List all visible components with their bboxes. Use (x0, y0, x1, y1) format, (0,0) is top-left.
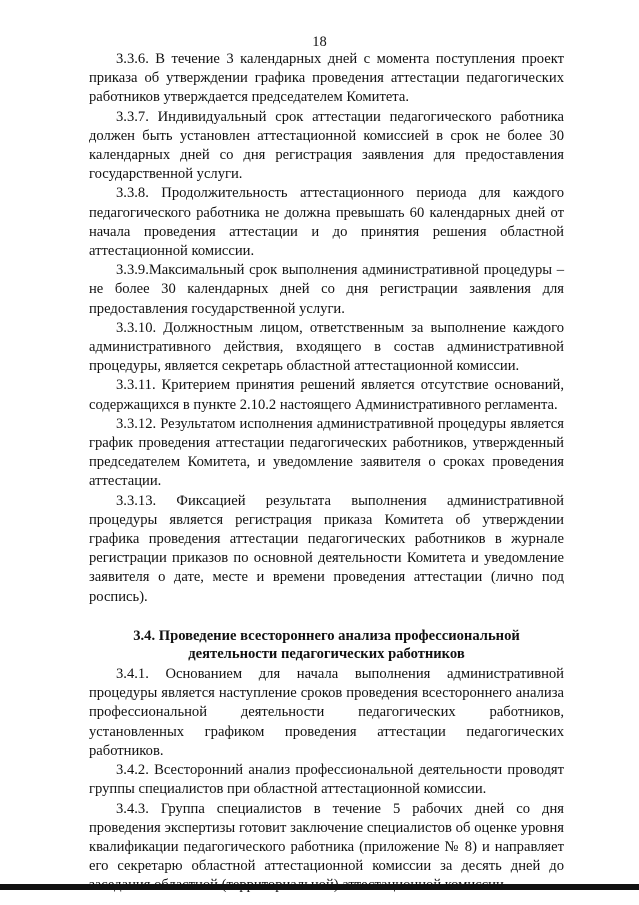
scan-bottom-edge (0, 884, 639, 890)
paragraph-3-3-6: 3.3.6. В течение 3 календарных дней с момента поступления проект приказа об утверждении графика проведения аттестации педагогических работников утверждается председателем Комитета. (89, 51, 564, 106)
paragraph-3-3-10: 3.3.10. Должностным лицом, ответственным за выполнение каждого административного действия, входящего в состав административной процедуры, является секретарь областной аттестационной комиссии. (89, 319, 564, 375)
document-body (89, 50, 564, 896)
paragraph-3-3-7: 3.3.7. Индивидуальный срок аттестации педагогического работника должен быть установлен аттестационной комиссией в срок не более 30 календарных дней со дня регистрация заявления для предоставления государственной услуги. (89, 108, 564, 183)
paragraph-3-3-9: 3.3.9.Максимальный срок выполнения административной процедуры – не более 30 календарных дней со дня регистрации заявления для предоставления государственной услуги. (89, 262, 564, 317)
page-number: 18 (312, 34, 327, 50)
paragraph-3-3-12: 3.3.12. Результатом исполнения административной процедуры является график проведения аттестации педагогических работников, утвержденный председателем Комитета, и уведомление заявителя о сроках проведения аттестации. (89, 415, 564, 490)
section-heading-3-4: 3.4. Проведение всестороннего анализа профессиональной деятельности педагогических работников (133, 627, 520, 663)
paragraph-3-4-1: 3.4.1. Основанием для начала выполнения административной процедуры является наступление сроков проведения всестороннего анализа профессиональной деятельности педагогических работников, установленных графиком проведения аттестации педагогических работников. (89, 666, 564, 759)
paragraph-3-4-3: 3.4.3. Группа специалистов в течение 5 рабочих дней со дня проведения экспертизы готовит заключение специалистов об оценке уровня квалификации педагогического работника (приложение № 8) и направляет его секретарю областной аттестационной комиссии за десять дней до (89, 800, 564, 875)
paragraph-3-4-2: 3.4.2. Всесторонний анализ профессиональной деятельности проводят группы специалистов при областной аттестационной комиссии. (89, 762, 564, 798)
paragraph-3-3-8: 3.3.8. Продолжительность аттестационного периода для каждого педагогического работника не должна превышать 60 календарных дней от начала проведения аттестации и до принятия решения областной аттестационной комиссии. (89, 185, 564, 260)
paragraph-3-3-13: 3.3.13. Фиксацией результата выполнения административной процедуры является регистрация приказа Комитета об утверждении графика проведения аттестации педагогических работников в журнале регистрации приказов по основной деятельности Комитета и уведомление заявителя о дате, месте и времени проведения аттестации (лично под роспись). (89, 492, 564, 605)
paragraph-3-3-11: 3.3.11. Критерием принятия решений является отсутствие оснований, содержащихся в пункте 2.10.2 настоящего Административного регламента. (89, 377, 564, 413)
